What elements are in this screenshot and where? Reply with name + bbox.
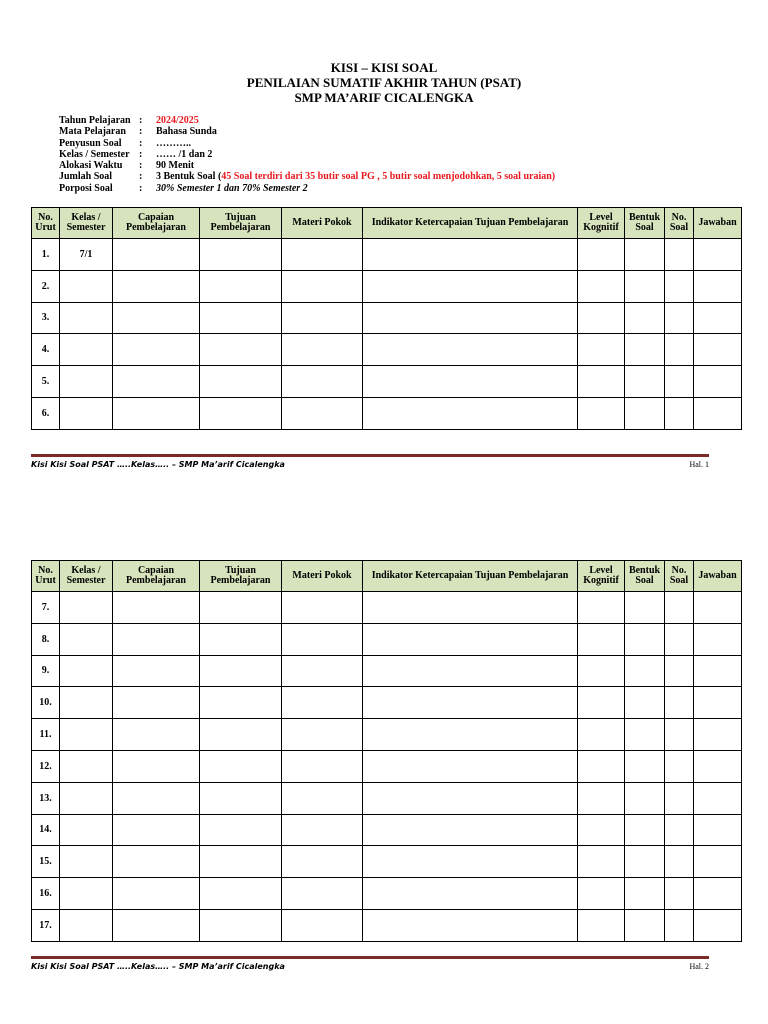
page-number: Hal. 2	[689, 962, 709, 971]
info-value-alokasi: 90 Menit	[156, 160, 195, 172]
info-block	[59, 115, 555, 194]
cell-empty	[694, 655, 742, 687]
cell-empty	[578, 782, 625, 814]
cell-no-urut: 11.	[32, 719, 60, 751]
cell-empty	[665, 719, 694, 751]
cell-empty	[694, 592, 742, 624]
col-header-no-urut: No. Urut	[32, 208, 60, 239]
cell-empty	[625, 719, 665, 751]
cell-empty	[665, 909, 694, 941]
cell-empty	[363, 239, 578, 271]
cell-empty	[363, 846, 578, 878]
cell-empty	[363, 334, 578, 366]
info-row-penyusun	[59, 138, 555, 149]
col-header-bentuk: Bentuk Soal	[625, 208, 665, 239]
cell-empty	[578, 814, 625, 846]
info-colon: :	[139, 115, 143, 126]
cell-empty	[200, 270, 282, 302]
cell-kelas	[60, 687, 113, 719]
cell-empty	[363, 878, 578, 910]
cell-empty	[625, 909, 665, 941]
cell-empty	[665, 397, 694, 429]
cell-empty	[200, 846, 282, 878]
kisi-table-page-1	[31, 207, 742, 430]
table-row	[32, 750, 742, 782]
cell-empty	[113, 750, 200, 782]
info-row-tahun	[59, 115, 555, 126]
table-row	[32, 909, 742, 941]
cell-empty	[363, 782, 578, 814]
cell-empty	[578, 878, 625, 910]
cell-no-urut: 15.	[32, 846, 60, 878]
cell-kelas	[60, 334, 113, 366]
table-header-row	[32, 561, 742, 592]
cell-empty	[113, 814, 200, 846]
cell-no-urut: 8.	[32, 623, 60, 655]
cell-kelas	[60, 814, 113, 846]
cell-empty	[578, 655, 625, 687]
cell-empty	[363, 302, 578, 334]
cell-empty	[363, 270, 578, 302]
cell-empty	[625, 239, 665, 271]
cell-empty	[282, 750, 363, 782]
cell-empty	[625, 623, 665, 655]
cell-kelas	[60, 623, 113, 655]
cell-empty	[282, 909, 363, 941]
cell-empty	[694, 623, 742, 655]
cell-empty	[113, 878, 200, 910]
cell-empty	[625, 687, 665, 719]
cell-empty	[363, 655, 578, 687]
cell-empty	[625, 846, 665, 878]
info-label: Tahun Pelajaran	[59, 115, 131, 126]
cell-empty	[665, 687, 694, 719]
info-value-penyusun: ………..	[156, 137, 191, 149]
info-row-proporsi	[59, 183, 555, 194]
footer-text: Kisi Kisi Soal PSAT …..Kelas….. – SMP Ma’arif Cicalengka	[31, 460, 285, 469]
cell-empty	[694, 397, 742, 429]
doc-subtitle: PENILAIAN SUMATIF AKHIR TAHUN (PSAT)	[246, 75, 522, 90]
cell-empty	[578, 909, 625, 941]
kisi-table-page-2	[31, 560, 742, 942]
cell-empty	[665, 270, 694, 302]
cell-empty	[694, 334, 742, 366]
cell-no-urut: 12.	[32, 750, 60, 782]
table-header-row	[32, 208, 742, 239]
cell-empty	[363, 623, 578, 655]
cell-empty	[363, 687, 578, 719]
footer-page-2	[31, 962, 709, 971]
cell-empty	[113, 397, 200, 429]
info-label: Porposi Soal	[59, 182, 113, 194]
cell-empty	[282, 655, 363, 687]
cell-empty	[694, 719, 742, 751]
table-row	[32, 687, 742, 719]
cell-kelas	[60, 270, 113, 302]
col-header-capaian: Capaian Pembelajaran	[113, 561, 200, 592]
cell-empty	[363, 592, 578, 624]
table-row	[32, 655, 742, 687]
cell-kelas: 7/1	[60, 239, 113, 271]
cell-empty	[113, 239, 200, 271]
col-header-no-urut: No. Urut	[32, 561, 60, 592]
footer-page-1	[31, 460, 709, 469]
cell-empty	[113, 909, 200, 941]
cell-empty	[625, 814, 665, 846]
col-header-materi: Materi Pokok	[282, 208, 363, 239]
cell-empty	[113, 270, 200, 302]
cell-empty	[625, 750, 665, 782]
info-label: Mata Pelajaran	[59, 126, 126, 138]
cell-empty	[363, 750, 578, 782]
cell-empty	[665, 878, 694, 910]
doc-title: KISI – KISI SOAL	[330, 60, 438, 75]
table-row	[32, 397, 742, 429]
col-header-kelas: Kelas / Semester	[60, 561, 113, 592]
footer-rule	[31, 454, 709, 457]
cell-empty	[113, 719, 200, 751]
cell-empty	[113, 655, 200, 687]
table-row	[32, 782, 742, 814]
table-row	[32, 878, 742, 910]
cell-empty	[282, 878, 363, 910]
cell-empty	[282, 592, 363, 624]
info-value-proporsi: 30% Semester 1 dan 70% Semester 2	[156, 182, 308, 194]
col-header-no-soal: No. Soal	[665, 561, 694, 592]
cell-empty	[363, 814, 578, 846]
cell-no-urut: 2.	[32, 270, 60, 302]
cell-empty	[363, 719, 578, 751]
cell-no-urut: 10.	[32, 687, 60, 719]
cell-empty	[113, 846, 200, 878]
cell-empty	[625, 655, 665, 687]
cell-empty	[578, 592, 625, 624]
cell-empty	[578, 750, 625, 782]
cell-empty	[363, 909, 578, 941]
cell-empty	[200, 687, 282, 719]
cell-kelas	[60, 655, 113, 687]
cell-kelas	[60, 592, 113, 624]
cell-empty	[282, 302, 363, 334]
info-row-jumlah	[59, 171, 555, 182]
cell-empty	[200, 592, 282, 624]
cell-empty	[363, 397, 578, 429]
cell-empty	[200, 239, 282, 271]
info-row-mapel	[59, 126, 555, 137]
cell-empty	[282, 239, 363, 271]
table-row	[32, 814, 742, 846]
table-row	[32, 366, 742, 398]
cell-empty	[578, 719, 625, 751]
cell-kelas	[60, 909, 113, 941]
table-row	[32, 623, 742, 655]
cell-no-urut: 16.	[32, 878, 60, 910]
cell-empty	[578, 397, 625, 429]
info-value-kelas: …… /1 dan 2	[156, 148, 213, 160]
table-row	[32, 719, 742, 751]
cell-empty	[282, 397, 363, 429]
cell-empty	[665, 782, 694, 814]
jumlah-prefix: 3 Bentuk Soal (	[156, 171, 222, 183]
table-row	[32, 334, 742, 366]
cell-no-urut: 4.	[32, 334, 60, 366]
info-label: Penyusun Soal	[59, 137, 122, 149]
cell-empty	[578, 846, 625, 878]
cell-empty	[665, 302, 694, 334]
cell-empty	[363, 366, 578, 398]
cell-empty	[200, 366, 282, 398]
cell-empty	[200, 334, 282, 366]
cell-empty	[665, 334, 694, 366]
cell-empty	[665, 239, 694, 271]
cell-empty	[578, 334, 625, 366]
cell-empty	[282, 782, 363, 814]
table-row	[32, 239, 742, 271]
col-header-indikator: Indikator Ketercapaian Tujuan Pembelajaran	[363, 208, 578, 239]
cell-empty	[694, 814, 742, 846]
info-colon: :	[139, 148, 143, 160]
info-colon: :	[139, 126, 143, 138]
cell-no-urut: 17.	[32, 909, 60, 941]
cell-empty	[694, 270, 742, 302]
cell-empty	[578, 623, 625, 655]
cell-empty	[200, 655, 282, 687]
cell-empty	[694, 878, 742, 910]
info-value-tahun: 2024/2025	[156, 115, 199, 126]
cell-no-urut: 13.	[32, 782, 60, 814]
table-row	[32, 846, 742, 878]
cell-empty	[625, 397, 665, 429]
cell-empty	[200, 814, 282, 846]
cell-empty	[282, 270, 363, 302]
col-header-tujuan: Tujuan Pembelajaran	[200, 208, 282, 239]
col-header-no-soal: No. Soal	[665, 208, 694, 239]
cell-empty	[113, 782, 200, 814]
cell-empty	[200, 397, 282, 429]
info-colon: :	[139, 137, 143, 149]
info-label: Alokasi Waktu	[59, 160, 123, 172]
cell-empty	[113, 623, 200, 655]
col-header-indikator: Indikator Ketercapaian Tujuan Pembelajaran	[363, 561, 578, 592]
cell-kelas	[60, 846, 113, 878]
cell-empty	[578, 302, 625, 334]
info-colon: :	[139, 182, 143, 194]
cell-kelas	[60, 397, 113, 429]
col-header-level: Level Kognitif	[578, 561, 625, 592]
cell-no-urut: 7.	[32, 592, 60, 624]
cell-empty	[665, 623, 694, 655]
cell-empty	[625, 302, 665, 334]
cell-empty	[694, 302, 742, 334]
cell-kelas	[60, 878, 113, 910]
table-row	[32, 270, 742, 302]
col-header-level: Level Kognitif	[578, 208, 625, 239]
cell-empty	[578, 366, 625, 398]
footer-rule	[31, 956, 709, 959]
cell-empty	[694, 687, 742, 719]
info-label: Jumlah Soal	[59, 171, 113, 183]
cell-empty	[113, 592, 200, 624]
cell-empty	[282, 814, 363, 846]
cell-empty	[694, 846, 742, 878]
cell-empty	[665, 592, 694, 624]
cell-empty	[578, 270, 625, 302]
cell-empty	[282, 719, 363, 751]
info-row-alokasi	[59, 160, 555, 171]
cell-empty	[578, 239, 625, 271]
col-header-kelas: Kelas / Semester	[60, 208, 113, 239]
cell-empty	[625, 878, 665, 910]
cell-empty	[200, 719, 282, 751]
cell-empty	[113, 302, 200, 334]
col-header-jawaban: Jawaban	[694, 208, 742, 239]
cell-empty	[665, 814, 694, 846]
cell-empty	[200, 750, 282, 782]
cell-empty	[578, 687, 625, 719]
cell-empty	[200, 623, 282, 655]
cell-empty	[625, 782, 665, 814]
cell-no-urut: 1.	[32, 239, 60, 271]
page-number: Hal. 1	[689, 460, 709, 469]
cell-empty	[625, 334, 665, 366]
cell-empty	[200, 782, 282, 814]
info-colon: :	[139, 160, 143, 172]
cell-no-urut: 9.	[32, 655, 60, 687]
footer-text: Kisi Kisi Soal PSAT …..Kelas….. – SMP Ma’arif Cicalengka	[31, 962, 285, 971]
cell-empty	[694, 366, 742, 398]
cell-kelas	[60, 782, 113, 814]
cell-empty	[625, 366, 665, 398]
cell-empty	[665, 655, 694, 687]
cell-kelas	[60, 719, 113, 751]
col-header-bentuk: Bentuk Soal	[625, 561, 665, 592]
col-header-jawaban: Jawaban	[694, 561, 742, 592]
cell-empty	[282, 846, 363, 878]
info-colon: :	[139, 171, 143, 183]
cell-no-urut: 3.	[32, 302, 60, 334]
cell-no-urut: 14.	[32, 814, 60, 846]
cell-empty	[694, 239, 742, 271]
cell-empty	[113, 366, 200, 398]
jumlah-detail: 45 Soal terdiri dari 35 butir soal PG , 5 butir soal menjodohkan, 5 soal uraian)	[221, 171, 556, 183]
col-header-tujuan: Tujuan Pembelajaran	[200, 561, 282, 592]
cell-empty	[694, 782, 742, 814]
cell-empty	[113, 334, 200, 366]
cell-empty	[694, 909, 742, 941]
cell-kelas	[60, 750, 113, 782]
cell-empty	[282, 687, 363, 719]
cell-empty	[200, 878, 282, 910]
info-value-jumlah	[156, 171, 555, 182]
col-header-capaian: Capaian Pembelajaran	[113, 208, 200, 239]
cell-empty	[665, 846, 694, 878]
cell-empty	[282, 623, 363, 655]
cell-no-urut: 6.	[32, 397, 60, 429]
cell-empty	[665, 366, 694, 398]
cell-kelas	[60, 302, 113, 334]
table-row	[32, 592, 742, 624]
cell-no-urut: 5.	[32, 366, 60, 398]
cell-empty	[694, 750, 742, 782]
cell-empty	[282, 334, 363, 366]
cell-empty	[665, 750, 694, 782]
cell-empty	[625, 592, 665, 624]
cell-empty	[282, 366, 363, 398]
info-row-kelas	[59, 149, 555, 160]
cell-empty	[200, 909, 282, 941]
cell-empty	[200, 302, 282, 334]
school-name: SMP MA’ARIF CICALENGKA	[294, 90, 474, 105]
cell-empty	[113, 687, 200, 719]
table-row	[32, 302, 742, 334]
info-value-mapel: Bahasa Sunda	[156, 126, 217, 138]
cell-kelas	[60, 366, 113, 398]
info-label: Kelas / Semester	[59, 148, 130, 160]
col-header-materi: Materi Pokok	[282, 561, 363, 592]
cell-empty	[625, 270, 665, 302]
